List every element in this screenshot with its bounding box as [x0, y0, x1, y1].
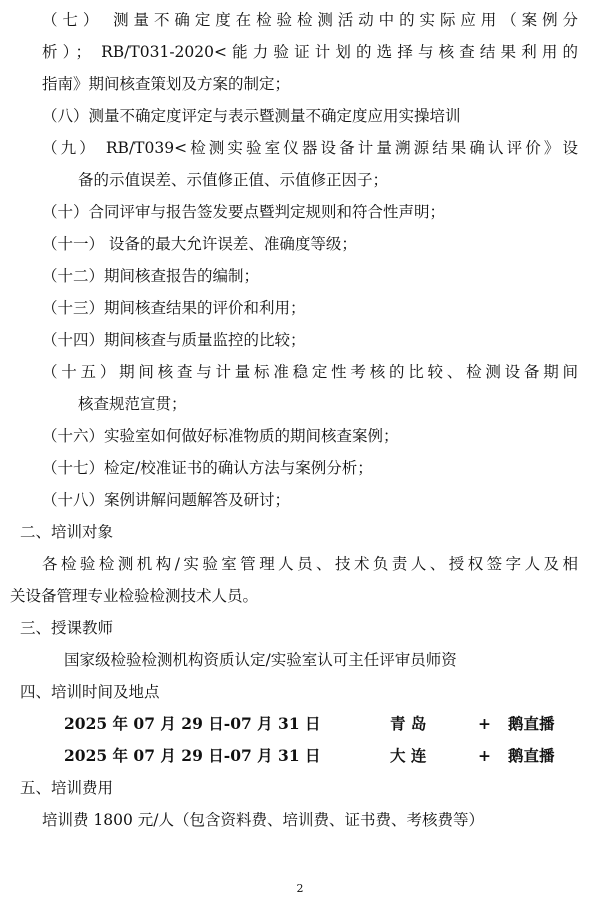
- session-date: 2025 年 07 月 29 日-07 月 31 日: [64, 746, 321, 765]
- item-17: （十七）检定/校准证书的确认方法与案例分析；: [42, 459, 373, 477]
- session-city: 青 岛: [390, 714, 427, 733]
- session-plus: +: [478, 746, 491, 765]
- section-3-line-1: 国家级检验检测机构资质认定/实验室认可主任评审员师资: [64, 651, 457, 669]
- section-5-title: 五、培训费用: [20, 779, 114, 797]
- item-10: （十）合同评审与报告签发要点暨判定规则和符合性声明；: [42, 203, 446, 221]
- section-3-title: 三、授课教师: [20, 619, 114, 637]
- session-date: 2025 年 07 月 29 日-07 月 31 日: [64, 714, 321, 733]
- section-4-title: 四、培训时间及地点: [20, 683, 160, 701]
- section-5-line-1: 培训费 1800 元/人（包含资料费、培训费、证书费、考核费等）: [42, 811, 485, 829]
- session-city: 大 连: [390, 746, 427, 765]
- item-14: （十四）期间核查与质量监控的比较；: [42, 331, 306, 349]
- session-mode: 鹅直播: [508, 714, 555, 733]
- section-2-line-2: 关设备管理专业检验检测技术人员。: [10, 587, 259, 605]
- item-7-line-1: （七） 测量不确定度在检验检测活动中的实际应用（案例分: [42, 11, 578, 29]
- item-15-line-2: 核查规范宣贯；: [78, 395, 187, 413]
- session-plus: +: [478, 714, 491, 733]
- item-15-line-1: （十五）期间核查与计量标准稳定性考核的比较、检测设备期间: [42, 363, 578, 381]
- page-number: 2: [296, 882, 304, 895]
- item-18: （十八）案例讲解问题解答及研讨；: [42, 491, 291, 509]
- item-11: （十一） 设备的最大允许误差、准确度等级；: [42, 235, 357, 253]
- item-16: （十六）实验室如何做好标准物质的期间核查案例；: [42, 427, 399, 445]
- item-13: （十三）期间核查结果的评价和利用；: [42, 299, 306, 317]
- item-9-line-1: （九） RB/T039<检测实验室仪器设备计量溯源结果确认评价》设: [42, 139, 578, 157]
- section-2-title: 二、培训对象: [20, 523, 114, 541]
- item-12: （十二）期间核查报告的编制；: [42, 267, 260, 285]
- session-mode: 鹅直播: [508, 746, 555, 765]
- item-8: （八）测量不确定度评定与表示暨测量不确定度应用实操培训: [42, 107, 461, 125]
- item-7-line-3: 指南》期间核查策划及方案的制定；: [42, 75, 291, 93]
- item-7-line-2: 析）； RB/T031-2020<能力验证计划的选择与核查结果利用的: [42, 43, 578, 61]
- item-9-line-2: 备的示值误差、示值修正值、示值修正因子；: [78, 171, 389, 189]
- section-2-line-1: 各检验检测机构/实验室管理人员、技术负责人、授权签字人及相: [42, 555, 578, 573]
